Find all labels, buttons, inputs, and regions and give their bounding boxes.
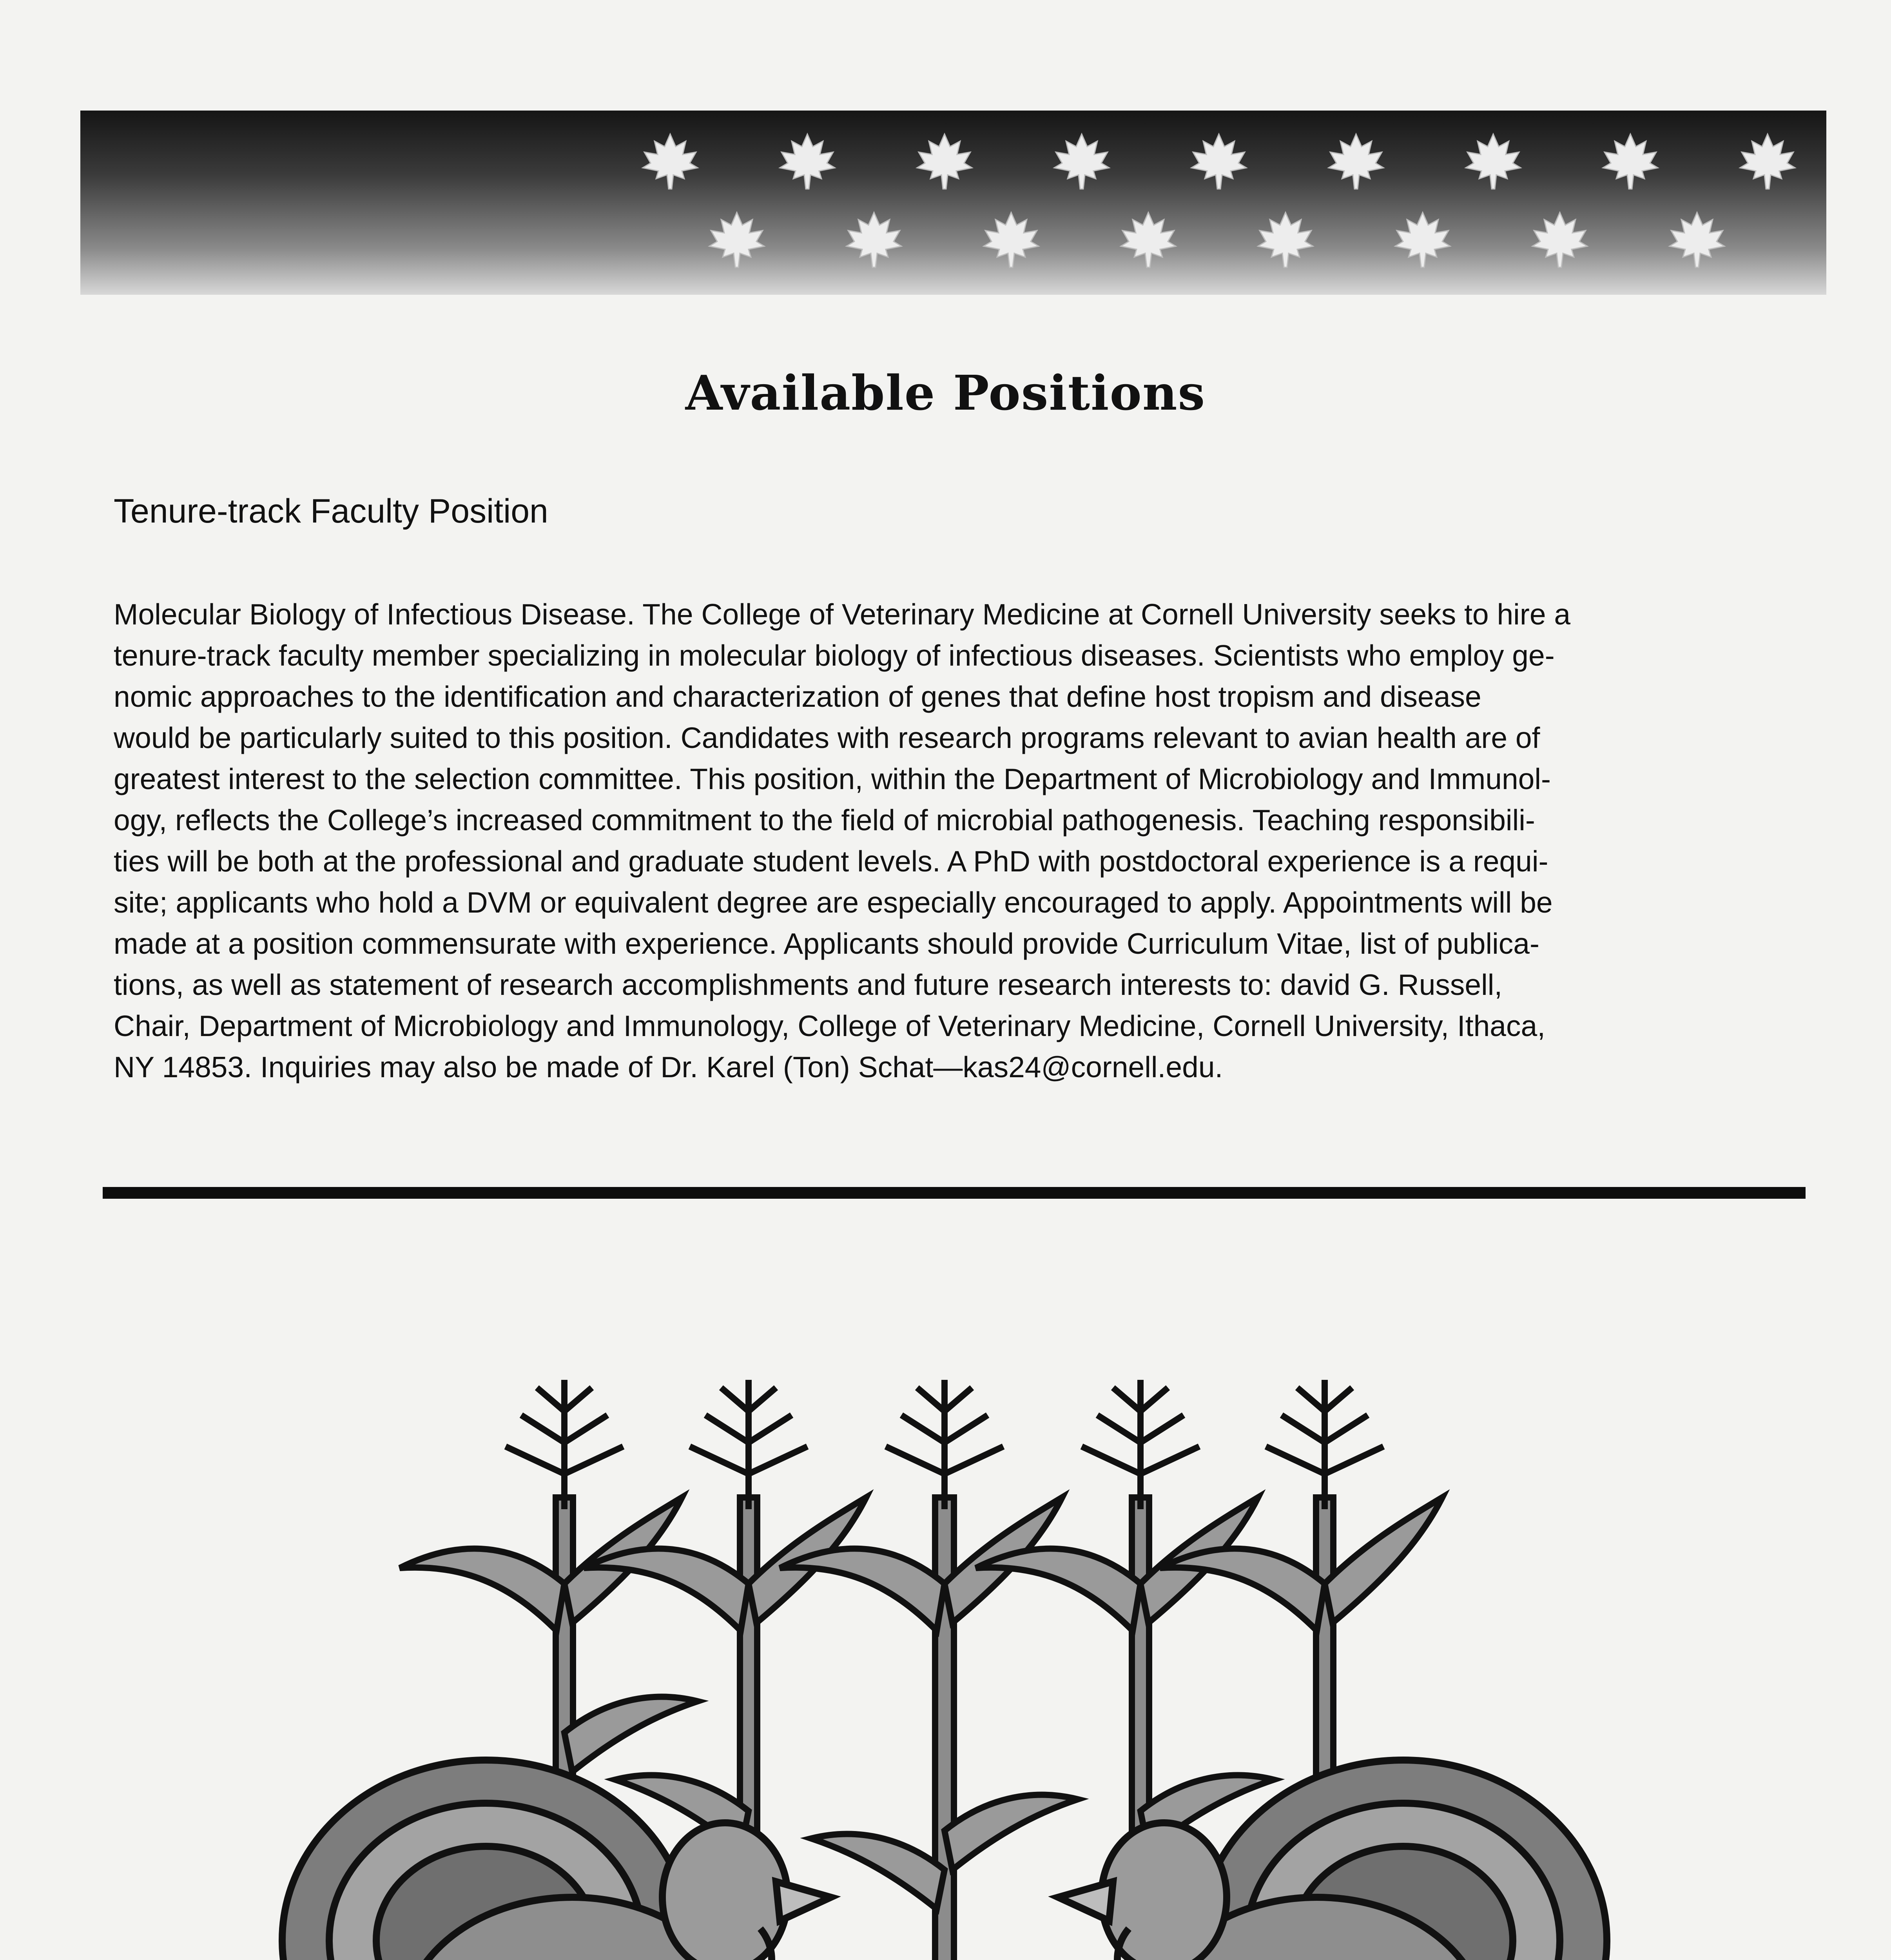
page-title: Available Positions	[685, 365, 1206, 421]
maple-leaf-icon	[1395, 212, 1450, 267]
maple-leaf-row	[80, 111, 1826, 295]
description-line: ogy, reflects the College’s increased commitment to the field of microbial pathogenesis. Teaching responsibili-	[114, 804, 1535, 837]
maple-leaf-icon	[1603, 134, 1658, 189]
maple-leaf-icon	[1054, 134, 1109, 189]
maple-leaf-icon	[1466, 134, 1521, 189]
description-line: nomic approaches to the identification and characterization of genes that define host tropism and disease	[114, 680, 1481, 713]
maple-leaf-icon	[984, 212, 1039, 267]
description-line: would be particularly suited to this position. Candidates with research programs relevant to avian health are of	[114, 721, 1540, 754]
position-title: Tenure-track Faculty Position	[114, 492, 548, 530]
maple-leaf-icon	[1740, 134, 1795, 189]
maple-leaf-icon	[780, 134, 835, 189]
description-line: tenure-track faculty member specializing in molecular biology of infectious diseases. Scientists who employ ge-	[114, 639, 1555, 672]
maple-leaf-icon	[709, 212, 764, 267]
maple-leaf-icon	[1670, 212, 1724, 267]
maple-leaf-icon	[917, 134, 972, 189]
description-line: site; applicants who hold a DVM or equivalent degree are especially encouraged to apply. Appointments will be	[114, 886, 1553, 919]
corn-stalk	[780, 1380, 1078, 1960]
header-banner	[80, 111, 1826, 295]
description-line: ties will be both at the professional and graduate student levels. A PhD with postdoctoral experience is a requi-	[114, 845, 1548, 878]
maple-leaf-icon	[1121, 212, 1176, 267]
maple-leaf-icon	[1191, 134, 1246, 189]
maple-leaf-icon	[1258, 212, 1313, 267]
maple-leaf-icon	[1329, 134, 1383, 189]
description-line: Molecular Biology of Infectious Disease. The College of Veterinary Medicine at Cornell University seeks to hire a	[114, 598, 1571, 631]
description-line: tions, as well as statement of research accomplishments and future research interests to: david G. Russell,	[114, 968, 1503, 1001]
description-line: greatest interest to the selection committee. This position, within the Department of Microbiology and Immunol-	[114, 762, 1551, 795]
description-line: NY 14853. Inquiries may also be made of Dr. Karel (Ton) Schat—kas24@cornell.edu.	[114, 1051, 1223, 1083]
description-line: made at a position commensurate with experience. Applicants should provide Curriculum Vitae, list of publica-	[114, 927, 1539, 960]
description-line: Chair, Department of Microbiology and Immunology, College of Veterinary Medicine, Cornell University, Ithaca,	[114, 1009, 1546, 1042]
maple-leaf-icon	[847, 212, 901, 267]
maple-leaf-icon	[1532, 212, 1587, 267]
turkeys-corn-pumpkins-illustration	[267, 1380, 1623, 1960]
section-divider	[103, 1187, 1806, 1199]
position-description	[114, 594, 1795, 1088]
maple-leaf-icon	[643, 134, 698, 189]
